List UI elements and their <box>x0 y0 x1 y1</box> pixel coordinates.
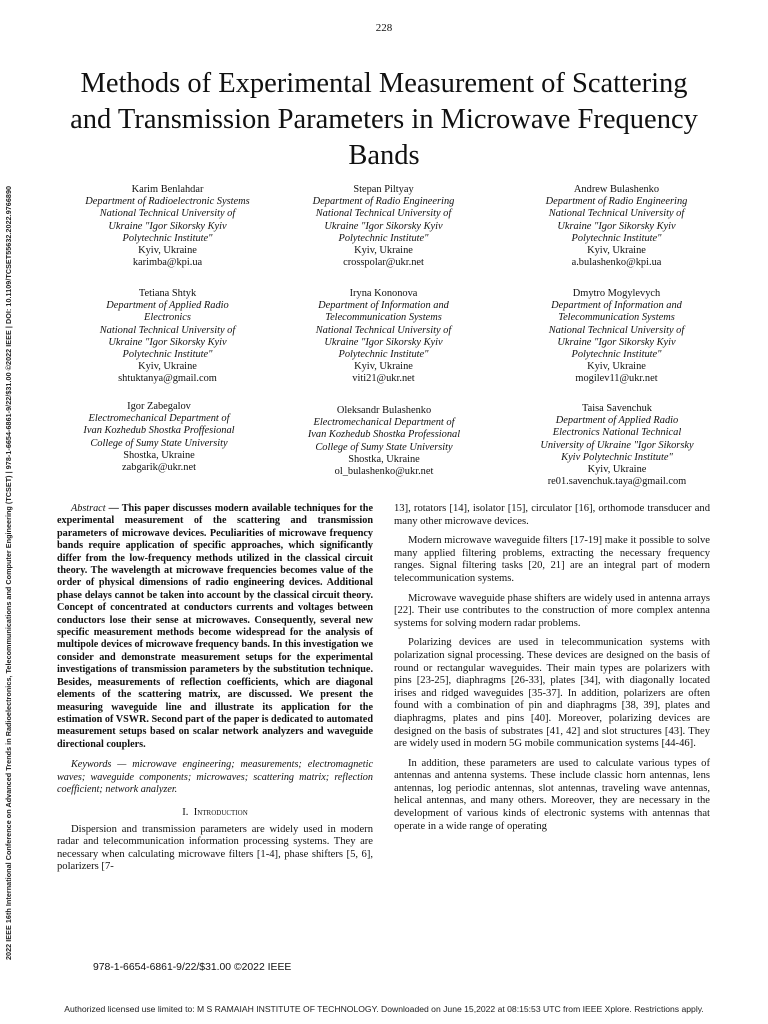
section-number: I. <box>182 806 189 818</box>
author-affiliation-line: Department of Radio Engineering <box>312 196 455 208</box>
author-card <box>502 403 732 488</box>
author-email: re01.savenchuk.taya@gmail.com <box>547 476 687 488</box>
author-affiliation-line: Ukraine "Igor Sikorsky Kyiv <box>557 336 676 348</box>
footer-license-notice: Authorized licensed use limited to: M S RAMAIAH INSTITUTE OF TECHNOLOGY. Downloaded on June 15,2022 at 08:15:53 UTC from IEEE Xplore. Restrictions apply. <box>64 1004 704 1014</box>
author-email: shtuktanya@gmail.com <box>118 373 217 385</box>
author-city: Kyiv, Ukraine <box>587 245 646 257</box>
author-name: Dmytro Mogylevych <box>572 288 661 299</box>
section-title: Introduction <box>193 806 248 818</box>
author-card <box>509 184 724 269</box>
author-affiliation-line: National Technical University of <box>548 324 685 336</box>
author-city: Kyiv, Ukraine <box>587 361 646 373</box>
author-city: Kyiv, Ukraine <box>587 464 647 476</box>
author-name: Tetiana Shtyk <box>138 288 197 299</box>
author-city: Kyiv, Ukraine <box>354 245 413 257</box>
author-affiliation-line: Electromechanical Department of <box>313 417 455 429</box>
author-card <box>268 405 500 478</box>
author-affiliation-line: Ukraine "Igor Sikorsky Kyiv <box>557 220 676 232</box>
footer-copyright: 978-1-6654-6861-9/22/$31.00 ©2022 IEEE <box>93 962 292 973</box>
author-email: viti21@ukr.net <box>352 373 415 385</box>
author-email: crosspolar@ukr.net <box>343 257 424 269</box>
author-affiliation-line: Ivan Kozhedub Shostka Proffesional <box>83 425 235 437</box>
page-number: 228 <box>375 22 393 34</box>
author-affiliation-line: Polytechnic Institute" <box>122 349 213 361</box>
author-name: Stepan Piltyay <box>353 184 414 195</box>
keywords-paragraph <box>57 759 373 797</box>
body-paragraph: Polarizing devices are used in telecommunication systems with polarization signal processing. These devices are designed on the basis of round or rectangular waveguides. Their main types are polarizers with pins [23-25], diaphragms [26-33], plates [34], with diagonally located irises and ridged waveguides [35-37]. In addition, polarizers are often found with a combination of pin and diaphragms [38, 39], plates and diaphragms, plates and pins [40]. Moreover, polarizing devices are designed on the basis of substrates [41, 42] and slot structures [43]. They are widely used in modern 5G mobile communication systems [44-46]. <box>394 637 710 750</box>
author-card <box>44 401 274 474</box>
author-affiliation-line: Polytechnic Institute" <box>338 232 429 244</box>
author-affiliation-line: Polytechnic Institute" <box>571 232 662 244</box>
author-affiliation-line: Department of Information and <box>551 300 682 312</box>
author-affiliation-line: Electronics National Technical <box>552 427 682 439</box>
body-paragraph: Modern microwave waveguide filters [17-19] make it possible to solve many applied filtering problems, extracting the necessary frequency ranges. Signal filtering tasks [20, 21] are an integral part of modern telecommunication systems. <box>394 535 710 584</box>
author-city: Shostka, Ukraine <box>123 449 195 461</box>
author-affiliation-line: Department of Applied Radio <box>106 300 229 312</box>
author-name: Karim Benlahdar <box>131 184 204 195</box>
author-affiliation-line: National Technical University of <box>99 324 236 336</box>
author-affiliation-line: Ukraine "Igor Sikorsky Kyiv <box>108 220 227 232</box>
body-paragraph: In addition, these parameters are used to calculate various types of antennas and antenna systems. These include classic horn antennas, lens antennas, log periodic antennas, slot antennas, traveling wave antennas, helical antennas, and many others. Moreover, they are necessary in the development of various kinds of electronic systems with antennas that operate in a wide range of operating <box>394 757 710 832</box>
author-affiliation-line: Ukraine "Igor Sikorsky Kyiv <box>324 336 443 348</box>
author-card <box>509 288 724 386</box>
body-paragraph: Microwave waveguide phase shifters are widely used in antenna arrays [22]. Their use contributes to the construction of more complex antenna systems for solving modern radar problems. <box>394 592 710 629</box>
author-affiliation-line: Polytechnic Institute" <box>571 349 662 361</box>
author-affiliation-line: Ivan Kozhedub Shostka Professional <box>307 429 461 441</box>
author-name: Oleksandr Bulashenko <box>336 405 432 416</box>
body-paragraph: Dispersion and transmission parameters are widely used in modern radar and telecommunication information processing systems. They are necessary when calculating microwave filters [1-4], phase shifters [5, 6], polarizers [7- <box>57 823 373 873</box>
author-affiliation-line: Department of Radioelectronic Systems <box>85 196 250 208</box>
author-affiliation-line: Telecommunication Systems <box>325 312 442 324</box>
section-heading <box>57 807 373 820</box>
conference-doi-sidebar: 2022 IEEE 16th International Conference on Advanced Trends in Radioelectronics, Telecommunications and Computer Engineering (TCSET) | 978-1-6654-6861-9/22/$31.00 ©2022 IEEE | DOI: 10.1109/TCSET55632.2022.9766890 <box>4 185 13 960</box>
body-paragraph: 13], rotators [14], isolator [15], circulator [16], orthomode transducer and many other microwave devices. <box>394 503 710 527</box>
author-affiliation-line: Electromechanical Department of <box>88 413 230 425</box>
author-affiliation-line: Ukraine "Igor Sikorsky Kyiv <box>108 336 227 348</box>
author-affiliation-line: National Technical University of <box>315 208 452 220</box>
author-affiliation-line: Electronics <box>144 312 191 324</box>
author-affiliation-line: Polytechnic Institute" <box>122 232 213 244</box>
author-affiliation-line: Polytechnic Institute" <box>338 349 429 361</box>
author-name: Igor Zabegalov <box>127 401 191 412</box>
keywords-text: — microwave engineering; measurements; electromagnetic waves; waveguide components; microwaves; scattering matrix; reflection coefficient; network analyzer. <box>57 759 373 796</box>
right-column <box>394 503 710 833</box>
author-affiliation-line: University of Ukraine "Igor Sikorsky <box>540 439 694 451</box>
author-card <box>60 288 275 386</box>
author-affiliation-line: Department of Radio Engineering <box>545 196 688 208</box>
author-affiliation-line: National Technical University of <box>548 208 685 220</box>
author-city: Shostka, Ukraine <box>348 453 420 465</box>
author-city: Kyiv, Ukraine <box>138 245 197 257</box>
author-card <box>276 184 491 269</box>
author-affiliation-line: Kyiv Polytechnic Institute" <box>561 451 673 463</box>
author-email: mogilev11@ukr.net <box>575 373 658 385</box>
author-affiliation-line: College of Sumy State University <box>90 437 228 449</box>
author-city: Kyiv, Ukraine <box>354 361 413 373</box>
author-affiliation-line: National Technical University of <box>315 324 452 336</box>
abstract-paragraph <box>57 503 373 751</box>
author-affiliation-line: College of Sumy State University <box>315 441 453 453</box>
abstract-label: Abstract <box>71 503 106 514</box>
left-column <box>57 503 373 874</box>
author-affiliation-line: National Technical University of <box>99 208 236 220</box>
author-email: zabgarik@ukr.net <box>122 462 196 474</box>
author-email: a.bulashenko@kpi.ua <box>571 257 662 269</box>
author-city: Kyiv, Ukraine <box>138 361 197 373</box>
author-name: Taisa Savenchuk <box>582 403 652 414</box>
author-affiliation-line: Ukraine "Igor Sikorsky Kyiv <box>324 220 443 232</box>
author-affiliation-line: Telecommunication Systems <box>558 312 675 324</box>
author-email: ol_bulashenko@ukr.net <box>334 466 434 478</box>
author-card <box>276 288 491 386</box>
abstract-text: — This paper discusses modern available techniques for the experimental measurement of the scattering and transmission parameters of microwave devices. Peculiarities of microwave frequency bands require application of specific approaches, which significantly differ from the low-frequency methods utilized in the classical circuit theory. The wavelength at microwave frequencies becomes value of the order of physical dimensions of radio engineering devices. Additional phase delays cannot be taken into account by the classical circuit theory. Concept of concentrated at conductors currents and voltages between conductors lose their sense at microwaves. Consequently, several new specific measurement methods become widespread for the analysis of multipole devices of microwave frequency bands. In this investigation we consider and demonstrate measurement setups for the experimental investigations of transmission parameters by the substitution technique. Besides, measurements of reflection coefficients, which are diagonal elements of the scattering matrix, are discussed. We present the measuring waveguide line and illustrate its application for the estimation of VSWR. Second part of the paper is dedicated to automated measurement setups based on scalar network analyzers and waveguide directional couplers. <box>57 503 374 750</box>
author-affiliation-line: Department of Information and <box>318 300 449 312</box>
author-email: karimba@kpi.ua <box>132 257 203 269</box>
author-name: Iryna Kononova <box>349 288 418 299</box>
author-name: Andrew Bulashenko <box>573 184 660 195</box>
paper-title: Methods of Experimental Measurement of Scattering and Transmission Parameters in Microwave Frequency Bands <box>70 68 698 171</box>
keywords-label: Keywords <box>71 759 112 771</box>
author-card <box>60 184 275 269</box>
author-affiliation-line: Department of Applied Radio <box>555 415 679 427</box>
